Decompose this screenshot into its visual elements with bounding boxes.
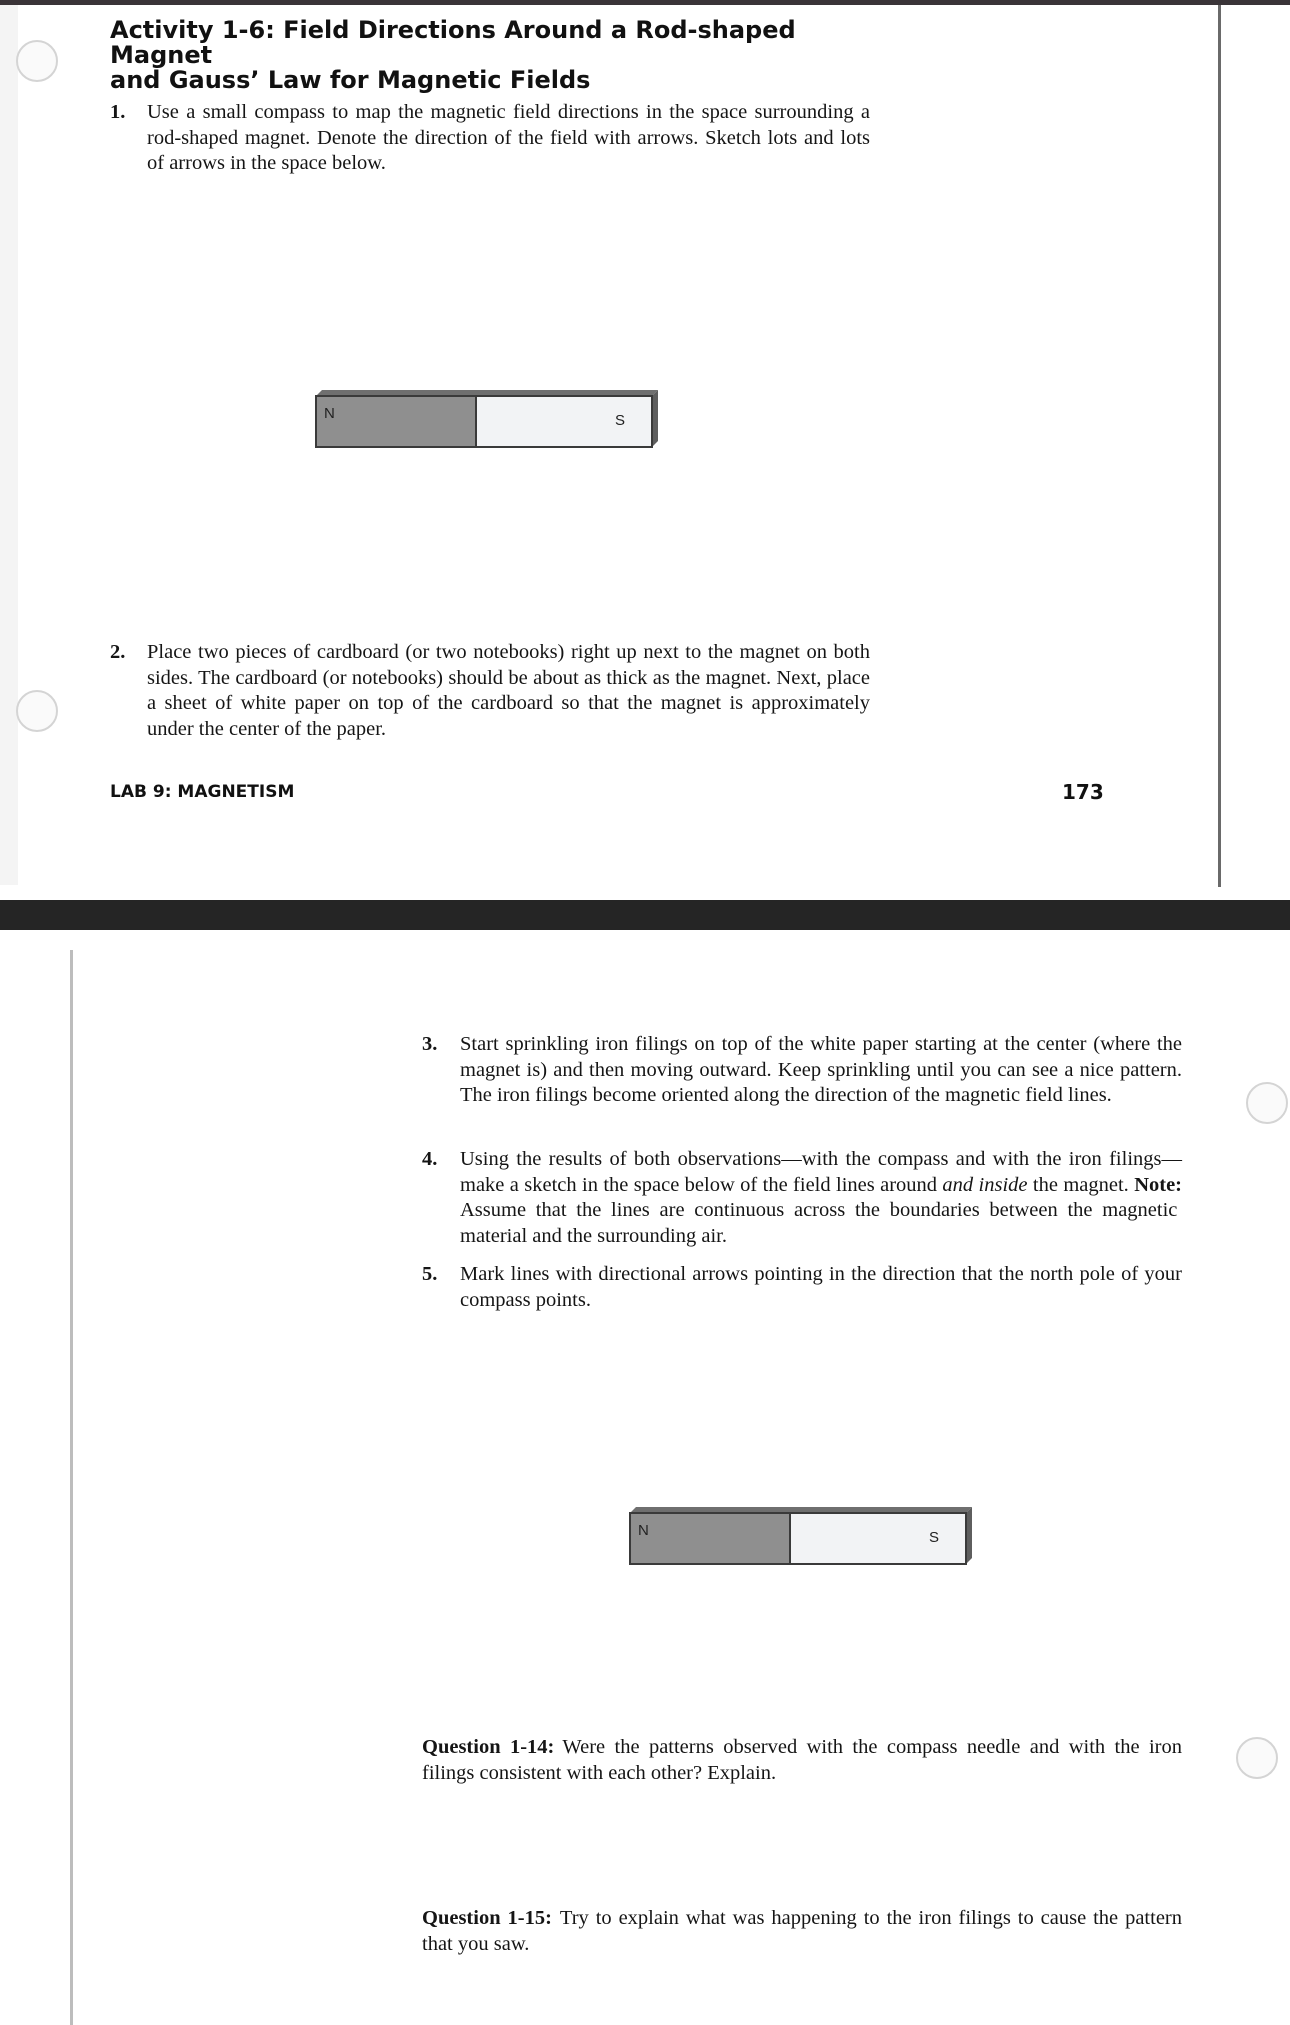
page-divider	[0, 900, 1290, 930]
page-gutter-shadow	[0, 5, 18, 885]
instruction-item-5	[422, 1262, 1182, 1313]
north-pole-half	[316, 396, 476, 447]
binder-hole	[16, 40, 58, 82]
question-1-14	[422, 1735, 1182, 1786]
item-text-italic: and inside	[942, 1173, 1028, 1196]
question-1-15	[422, 1906, 1182, 1957]
page-left-edge	[70, 950, 73, 2025]
bar-magnet-svg	[626, 1505, 976, 1567]
item-text-b: the magnet.	[1027, 1173, 1135, 1196]
item-number: 2.	[110, 641, 126, 663]
instruction-item-1	[110, 100, 870, 177]
note-label: Note:	[1134, 1173, 1183, 1196]
instruction-item-2	[110, 640, 870, 742]
activity-title	[110, 18, 870, 93]
item-number: 3.	[422, 1033, 438, 1055]
question-label: Question 1-15:	[422, 1907, 552, 1929]
item-number: 4.	[422, 1148, 438, 1170]
binder-hole	[1246, 1082, 1288, 1124]
item-text	[460, 1147, 1182, 1249]
bar-magnet-diagram	[626, 1505, 976, 1567]
title-line-2: and Gauss’ Law for Magnetic Fields	[110, 66, 591, 94]
title-line-1: Activity 1-6: Field Directions Around a Rod-shaped Magnet	[110, 16, 796, 69]
bar-magnet-svg	[312, 388, 662, 450]
question-text: Were the patterns observed with the compass needle and with the iron filings consistent with each other? Explain.	[422, 1736, 1182, 1784]
item-number: 1.	[110, 101, 126, 123]
south-pole-half	[790, 1513, 966, 1564]
south-label: S	[929, 1529, 940, 1546]
instruction-item-3	[422, 1032, 1182, 1109]
item-text-a: Using the results of both observations—with the compass and with the iron filings—make a sketch in the space below of the field lines around	[460, 1148, 1182, 1196]
bar-magnet-diagram	[312, 388, 662, 450]
binder-hole	[1236, 1737, 1278, 1779]
page-number: 173	[1062, 780, 1104, 804]
south-label: S	[615, 412, 626, 429]
item-text: Mark lines with directional arrows pointing in the direction that the north pole of your compass points.	[460, 1263, 1182, 1311]
question-text: Try to explain what was happening to the iron filings to cause the pattern that you saw.	[422, 1907, 1182, 1955]
south-pole-half	[476, 396, 652, 447]
question-label: Question 1-14:	[422, 1736, 555, 1758]
north-pole-half	[630, 1513, 790, 1564]
binder-hole	[16, 690, 58, 732]
item-text-c: Assume that the lines are continuous across the boundaries between the magnetic material and the surrounding air.	[460, 1199, 1178, 1247]
lab-footer: LAB 9: MAGNETISM	[110, 782, 295, 802]
item-text: Use a small compass to map the magnetic field directions in the space surrounding a rod-shaped magnet. Denote the direction of the field with arrows. Sketch lots and lots of arrows in the space below.	[147, 101, 870, 174]
page-right-edge	[1218, 5, 1221, 887]
north-label: N	[324, 405, 335, 422]
item-text: Place two pieces of cardboard (or two notebooks) right up next to the magnet on both sides. The cardboard (or notebooks) should be about as thick as the magnet. Next, place a sheet of white paper on top of the cardboard so that the magnet is approximately under the center of the paper.	[147, 641, 870, 740]
item-text: Start sprinkling iron filings on top of the white paper starting at the center (where the magnet is) and then moving outward. Keep sprinkling until you can see a nice pattern. The iron filings become oriented along the direction of the magnetic field lines.	[460, 1033, 1182, 1106]
instruction-item-4	[422, 1147, 1182, 1249]
item-number: 5.	[422, 1263, 438, 1285]
north-label: N	[638, 1522, 649, 1539]
